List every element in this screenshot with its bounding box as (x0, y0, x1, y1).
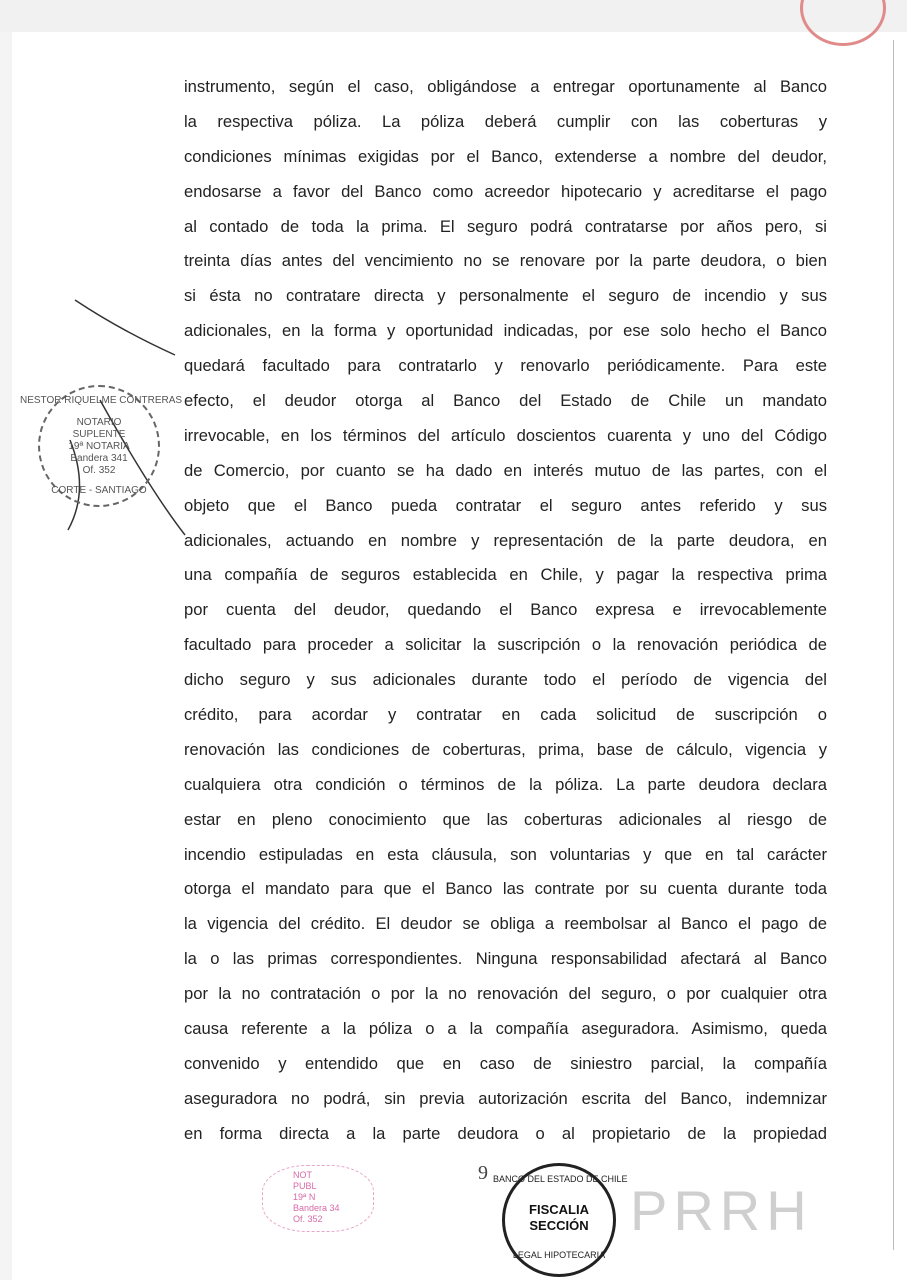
text-line: efecto, el deudor otorga al Banco del Estado de Chile un mandato (184, 391, 827, 411)
initials-watermark: PRRH (630, 1179, 813, 1242)
fiscalia-center-1: FISCALIA (529, 1202, 589, 1217)
corner-stamp (800, 0, 886, 46)
scan-top-margin (0, 0, 907, 32)
pink-notary-stamp (262, 1165, 374, 1232)
text-line: estar en pleno conocimiento que las coberturas adicionales al riesgo de (184, 809, 827, 829)
notary-stamp-text: NESTOR RIQUELME CONTRERAS (20, 395, 183, 406)
text-line: de Comercio, por cuanto se ha dado en interés mutuo de las partes, con el (184, 460, 827, 480)
fiscalia-center-2: SECCIÓN (529, 1218, 589, 1233)
text-line: convenido y entendido que en caso de siniestro parcial, la compañía (184, 1053, 827, 1073)
text-line: adicionales, en la forma y oportunidad indicadas, por ese solo hecho el Banco (184, 321, 827, 341)
notary-stamp-text: CORTE - SANTIAGO (51, 485, 147, 496)
text-line: la o las primas correspondientes. Ninguna responsabilidad afectará al Banco (184, 949, 827, 969)
document-body (184, 70, 827, 1152)
text-line: cualquiera otra condición o términos de la póliza. La parte deudora declara (184, 774, 827, 794)
text-line: al contado de toda la prima. El seguro podrá contratarse por años pero, si (184, 216, 827, 236)
text-line: la vigencia del crédito. El deudor se obliga a reembolsar al Banco el pago de (184, 914, 827, 934)
text-line: facultado para proceder a solicitar la suscripción o la renovación periódica de (184, 635, 827, 655)
text-line: en forma directa a la parte deudora o al propietario de la propiedad (184, 1123, 827, 1143)
text-line: treinta días antes del vencimiento no se renovare por la parte deudora, o bien (184, 251, 827, 271)
notary-stamp-text: SUPLENTE (72, 429, 126, 440)
text-line: causa referente a la póliza o a la compañía aseguradora. Asimismo, queda (184, 1019, 827, 1039)
text-line: por la no contratación o por la no renovación del seguro, o por cualquier otra (184, 984, 827, 1004)
scan-left-margin (0, 32, 12, 1280)
text-line: incendio estipuladas en esta cláusula, son voluntarias y que en tal carácter (184, 844, 827, 864)
pink-stamp-text: NOT (293, 1170, 312, 1180)
notary-stamp-text: 19ª NOTARIA (68, 441, 130, 452)
text-line: aseguradora no podrá, sin previa autorización escrita del Banco, indemnizar (184, 1088, 827, 1108)
text-line: condiciones mínimas exigidas por el Banco, extenderse a nombre del deudor, (184, 146, 827, 166)
pink-stamp-text: Bandera 34 (293, 1203, 340, 1213)
text-line: adicionales, actuando en nombre y representación de la parte deudora, en (184, 530, 827, 550)
fiscalia-ring-bottom: LEGAL HIPOTECARIA (512, 1250, 606, 1260)
text-line: dicho seguro y sus adicionales durante todo el período de vigencia del (184, 670, 827, 690)
notary-stamp-text: Bandera 341 (70, 453, 128, 464)
fiscalia-ring-top: BANCO DEL ESTADO DE CHILE (493, 1174, 628, 1184)
text-line: irrevocable, en los términos del artículo doscientos cuarenta y uno del Código (184, 425, 827, 445)
notary-stamp (20, 385, 183, 507)
text-line: la respectiva póliza. La póliza deberá cumplir con las coberturas y (184, 111, 827, 131)
text-line: otorga el mandato para que el Banco las contrate por su cuenta durante toda (184, 879, 827, 899)
scan-right-edge (893, 40, 894, 1250)
pink-stamp-text: 19ª N (293, 1192, 316, 1202)
text-line: por cuenta del deudor, quedando el Banco expresa e irrevocablemente (184, 600, 827, 620)
notary-stamp-text: NOTARIO (76, 417, 122, 428)
text-line: renovación las condiciones de coberturas, prima, base de cálculo, vigencia y (184, 739, 827, 759)
text-line: si ésta no contratare directa y personalmente el seguro de incendio y sus (184, 286, 827, 306)
text-line: crédito, para acordar y contratar en cada solicitud de suscripción o (184, 705, 827, 725)
pink-stamp-text: PUBL (293, 1181, 317, 1191)
notary-stamp-text: Of. 352 (82, 465, 116, 476)
text-line: una compañía de seguros establecida en Chile, y pagar la respectiva prima (184, 565, 827, 585)
text-line: objeto que el Banco pueda contratar el seguro antes referido y sus (184, 495, 827, 515)
fiscalia-stamp (493, 1163, 628, 1277)
text-line: instrumento, según el caso, obligándose a entregar oportunamente al Banco (184, 77, 827, 96)
text-line: quedará facultado para contratarlo y renovarlo periódicamente. Para este (184, 356, 827, 376)
pink-stamp-text: Of. 352 (293, 1214, 323, 1224)
page-number: 9 (478, 1162, 488, 1184)
text-line: endosarse a favor del Banco como acreedor hipotecario y acreditarse el pago (184, 181, 827, 201)
